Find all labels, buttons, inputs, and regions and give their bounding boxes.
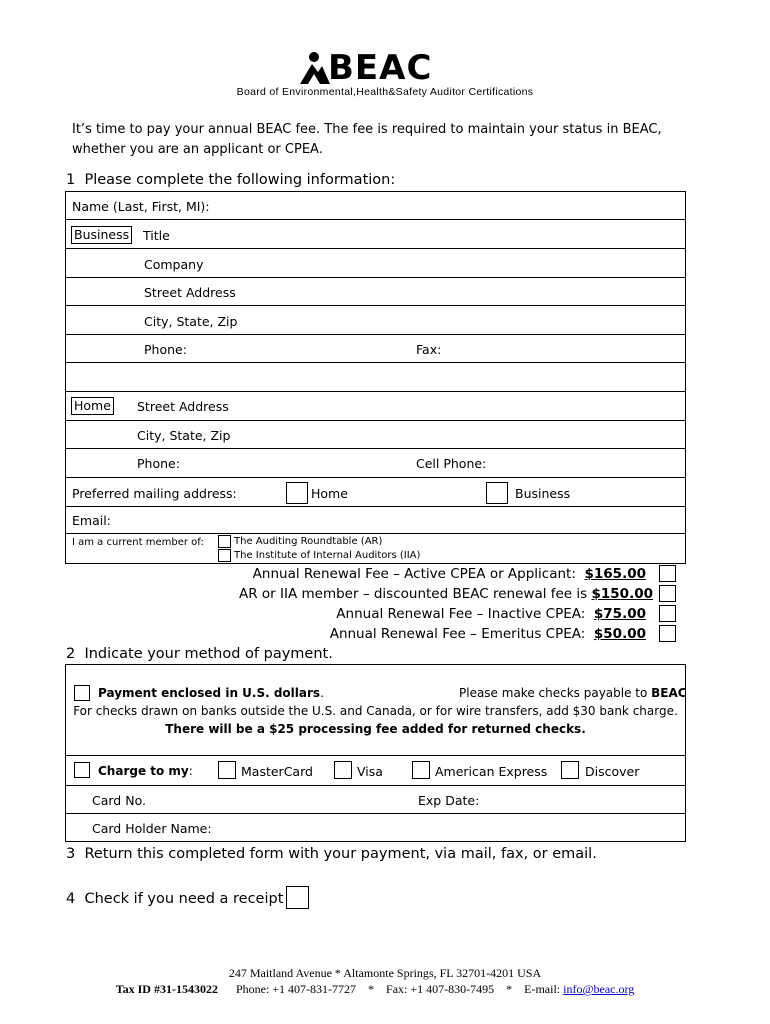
fee-member-amount: $150.00 <box>591 586 653 602</box>
section3 <box>66 846 597 862</box>
business-street-field[interactable]: Street Address <box>144 285 236 300</box>
section2-heading <box>66 646 333 662</box>
section1-number: 1 <box>66 172 76 188</box>
subtitle: Board of Environmental,Health&Safety Auditor Certifications <box>236 86 534 98</box>
section2-number: 2 <box>66 646 76 662</box>
footer-contact <box>0 982 760 997</box>
card-number-field[interactable]: Card No. <box>92 793 146 808</box>
beac-logo-icon <box>298 50 332 86</box>
fee-emeritus <box>330 626 646 642</box>
fee-active-checkbox[interactable] <box>659 565 676 582</box>
fee-active-amount: $165.00 <box>584 566 646 582</box>
business-phone-field[interactable]: Phone: <box>144 342 187 357</box>
visa-label: Visa <box>357 764 383 779</box>
mastercard-checkbox[interactable] <box>218 761 236 779</box>
fee-inactive <box>336 606 646 622</box>
home-street-field[interactable]: Street Address <box>137 399 229 414</box>
visa-checkbox[interactable] <box>334 761 352 779</box>
payable-to <box>459 686 687 700</box>
fee-active-label: Annual Renewal Fee – Active CPEA or Applicant: <box>252 566 576 582</box>
payment-enclosed-checkbox[interactable] <box>74 685 90 701</box>
home-city-field[interactable]: City, State, Zip <box>137 428 231 443</box>
section4-text: Check if you need a receipt <box>84 891 284 907</box>
section4 <box>66 891 283 907</box>
returned-check-note: There will be a $25 processing fee added for returned checks. <box>165 722 586 736</box>
footer-sep-1: * <box>368 982 375 996</box>
receipt-checkbox[interactable] <box>286 886 309 909</box>
company-field[interactable]: Company <box>144 257 204 272</box>
fee-member-label: AR or IIA member – discounted BEAC renewal fee is <box>239 586 588 602</box>
business-fax-field[interactable]: Fax: <box>416 342 442 357</box>
fee-emeritus-label: Annual Renewal Fee – Emeritus CPEA: <box>329 626 586 642</box>
card-holder-field[interactable]: Card Holder Name: <box>92 821 212 836</box>
fee-emeritus-amount: $50.00 <box>593 626 646 642</box>
fee-member <box>239 586 653 602</box>
charge-colon: : <box>188 764 193 778</box>
business-city-field[interactable]: City, State, Zip <box>144 314 238 329</box>
charge-label: Charge to my <box>98 764 189 778</box>
preferred-home-label: Home <box>311 486 348 501</box>
title-field[interactable]: Title <box>143 228 170 243</box>
info-form <box>65 191 686 564</box>
payment-enclosed <box>98 686 324 700</box>
home-phone-field[interactable]: Phone: <box>137 456 180 471</box>
discover-label: Discover <box>585 764 640 779</box>
section3-text: Return this completed form with your payment, via mail, fax, or email. <box>84 846 597 862</box>
discover-checkbox[interactable] <box>561 761 579 779</box>
section1-heading <box>66 172 395 188</box>
exp-date-field[interactable]: Exp Date: <box>418 793 480 808</box>
fee-inactive-amount: $75.00 <box>593 606 646 622</box>
footer-address: 247 Maitland Avenue * Altamonte Springs, FL 32701-4201 USA <box>228 966 542 980</box>
payable-to-label: Please make checks payable to <box>459 686 652 700</box>
payment-enclosed-label: Payment enclosed in U.S. dollars <box>98 686 321 700</box>
section3-number: 3 <box>66 846 76 862</box>
email-field[interactable]: Email: <box>72 513 111 528</box>
footer-sep-2: * <box>506 982 513 996</box>
home-tag: Home <box>71 397 114 415</box>
preferred-home-checkbox[interactable] <box>286 482 308 504</box>
charge <box>98 764 193 778</box>
business-tag: Business <box>71 226 132 244</box>
iia-checkbox[interactable] <box>218 549 231 562</box>
fee-inactive-checkbox[interactable] <box>659 605 676 622</box>
footer-email-link[interactable]: info@beac.org <box>563 982 635 996</box>
footer-fax: Fax: +1 407-830-7495 <box>386 982 495 996</box>
name-field[interactable]: Name (Last, First, MI): <box>72 199 210 214</box>
payment-enclosed-period: . <box>320 686 324 700</box>
cell-phone-field[interactable]: Cell Phone: <box>416 456 487 471</box>
intro-text: It’s time to pay your annual BEAC fee. The fee is required to maintain your status in BEAC, whether you are an applicant or CPEA. <box>72 122 662 157</box>
preferred-business-label: Business <box>515 486 571 501</box>
mastercard-label: MasterCard <box>241 764 313 779</box>
charge-checkbox[interactable] <box>74 762 90 778</box>
amex-label: American Express <box>435 764 548 779</box>
payment-form <box>65 664 686 842</box>
footer-tax-id: Tax ID #31-1543022 <box>115 982 218 996</box>
section1-title: Please complete the following information: <box>84 172 396 188</box>
fee-inactive-label: Annual Renewal Fee – Inactive CPEA: <box>336 606 586 622</box>
section2-title: Indicate your method of payment. <box>84 646 333 662</box>
beac-logo <box>298 50 438 86</box>
outside-us-note: For checks drawn on banks outside the U.S. and Canada, or for wire transfers, add $30 bank charge. <box>73 704 678 718</box>
iia-label: The Institute of Internal Auditors (IIA) <box>234 550 421 561</box>
ar-label: The Auditing Roundtable (AR) <box>234 536 383 547</box>
fee-active <box>253 566 646 582</box>
footer-email-label: E-mail: <box>524 982 564 996</box>
preferred-mailing-label: Preferred mailing address: <box>72 486 237 501</box>
ar-checkbox[interactable] <box>218 535 231 548</box>
preferred-business-checkbox[interactable] <box>486 482 508 504</box>
footer-phone: Phone: +1 407-831-7727 <box>235 982 357 996</box>
fee-emeritus-checkbox[interactable] <box>659 625 676 642</box>
logo-text: BEAC <box>328 48 433 88</box>
fee-member-checkbox[interactable] <box>659 585 676 602</box>
payable-to-name: BEAC <box>651 686 687 700</box>
section4-number: 4 <box>66 891 76 907</box>
member-label: I am a current member of: <box>72 537 204 548</box>
amex-checkbox[interactable] <box>412 761 430 779</box>
